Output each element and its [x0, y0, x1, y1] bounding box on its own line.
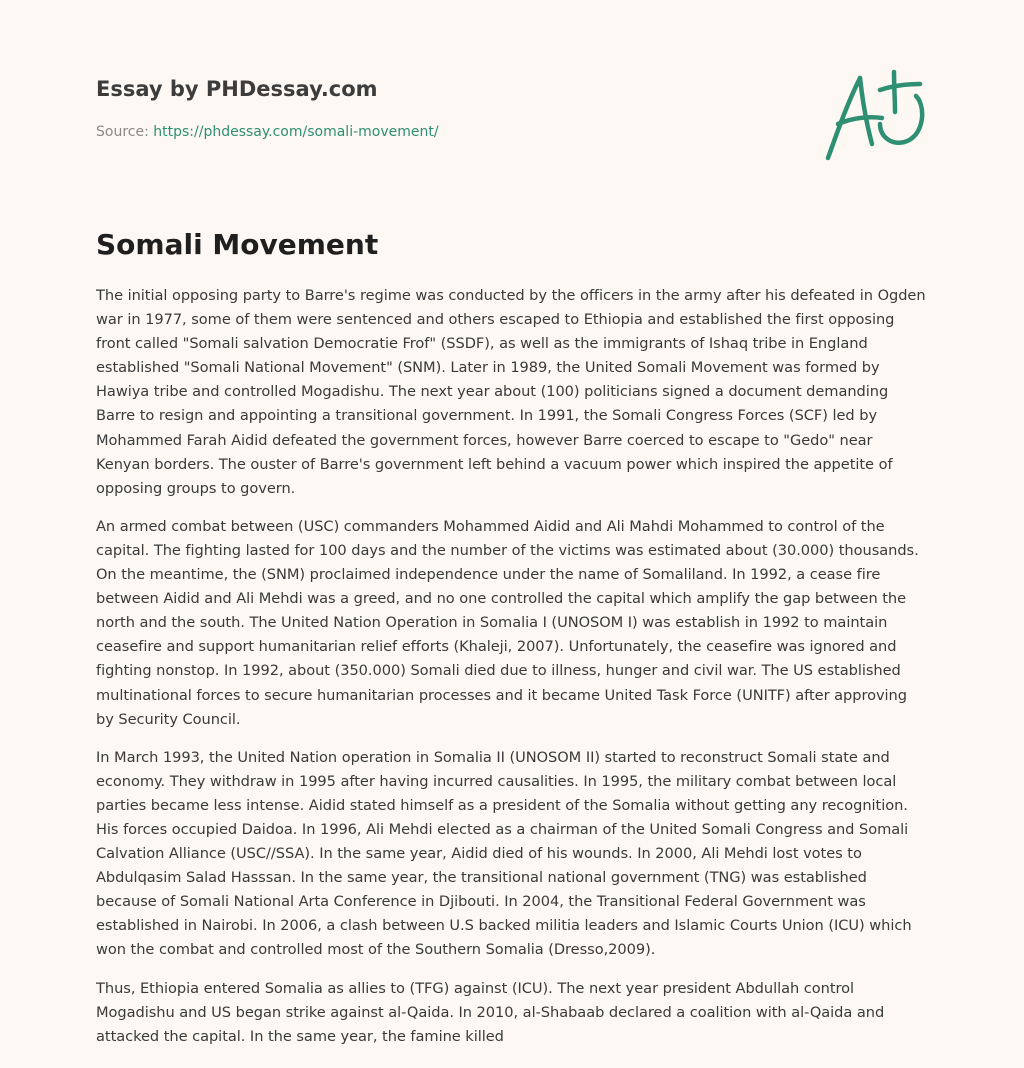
- site-title: Essay by PHDessay.com: [96, 77, 378, 101]
- source-link[interactable]: https://phdessay.com/somali-movement/: [153, 124, 439, 140]
- article-paragraph-1: The initial opposing party to Barre's regime was conducted by the officers in the army after his defeated in Ogden war in 1977, some of them were sentenced and others escaped to Ethiopia and established the first opposing front called "Somali salvation Democratie Frof" (SSDF), as well as the immigrants of Ishaq tribe in England established "Somali National Movement" (SNM). Later in 1989, the United Somali Movement was formed by Hawiya tribe and controlled Mogadishu. The next year about (100) politicians signed a document demanding Barre to resign and appointing a transitional government. In 1991, the Somali Congress Forces (SCF) led by Mohammed Farah Aidid defeated the government forces, however Barre coerced to escape to "Gedo" near Kenyan borders. The ouster of Barre's government left behind a vacuum power which inspired the appetite of opposing groups to govern.: [96, 287, 926, 497]
- source-line: [96, 122, 696, 142]
- article-paragraph-3: In March 1993, the United Nation operation in Somalia II (UNOSOM II) started to reconstruct Somali state and economy. They withdraw in 1995 after having incurred causalities. In 1995, the military combat between local parties became less intense. Aidid stated himself as a president of the Somalia without getting any recognition. His forces occupied Daidoa. In 1996, Ali Mehdi elected as a chairman of the United Somali Congress and Somali Calvation Alliance (USC//SSA). In the same year, Aidid died of his wounds. In 2000, Ali Mehdi lost votes to Abdulqasim Salad Hasssan. In the same year, the transitional national government (TNG) was established because of Somali National Arta Conference in Djibouti. In 2004, the Transitional Federal Government was established in Nairobi. In 2006, a clash between U.S backed militia leaders and Islamic Courts Union (ICU) which won the combat and controlled most of the Southern Somalia (Dresso,2009).: [96, 748, 912, 959]
- essay-header: [96, 74, 696, 142]
- article-title: Somali Movement: [96, 228, 379, 261]
- a-plus-logo-icon: [822, 66, 928, 166]
- article-paragraph-4: Thus, Ethiopia entered Somalia as allies to (TFG) against (ICU). The next year president Abdullah control Mogadishu and US began strike against al-Qaida. In 2010, al-Shabaab declared a coalition with al-Qaida and attacked the capital. In the same year, the famine killed: [96, 979, 885, 1045]
- essay-article: [96, 226, 928, 1063]
- article-paragraph-2: An armed combat between (USC) commanders Mohammed Aidid and Ali Mahdi Mohammed to control of the capital. The fighting lasted for 100 days and the number of the victims was estimated about (30.000) thousands. On the meantime, the (SNM) proclaimed independence under the name of Somaliland. In 1992, a cease fire between Aidid and Ali Mehdi was a greed, and no one controlled the capital which amplify the gap between the north and the south. The United Nation Operation in Somalia I (UNOSOM I) was establish in 1992 to maintain ceasefire and support humanitarian relief efforts (Khaleji, 2007). Unfortunately, the ceasefire was ignored and fighting nonstop. In 1992, about (350.000) Somali died due to illness, hunger and civil war. The US established multinational forces to secure humanitarian processes and it became United Task Force (UNITF) after approving by Security Council.: [96, 517, 919, 728]
- source-label: Source:: [96, 124, 149, 140]
